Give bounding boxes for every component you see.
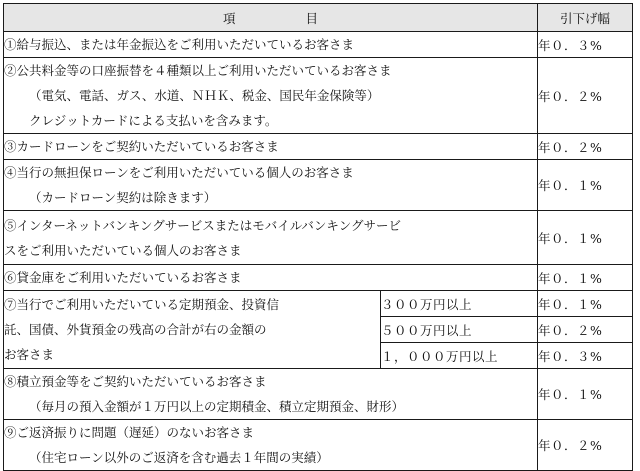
table-row	[4, 211, 633, 265]
threshold-cell: １，０００万円以上	[381, 343, 538, 369]
rate-cell: 年０．２%	[538, 58, 633, 134]
rate-reduction-table	[3, 3, 633, 471]
condition-line: ①給与振込、または年金振込をご利用いただいているお客さま	[4, 37, 355, 52]
condition-line: クレジットカードによる支払いを含みます。	[29, 113, 278, 128]
table-row	[4, 58, 633, 134]
table-row	[4, 265, 633, 291]
header-item-right: 目	[305, 10, 319, 26]
table-row	[4, 32, 633, 58]
condition-cell	[4, 134, 538, 160]
condition-cell	[4, 265, 538, 291]
condition-line: （カードローン契約は除きます）	[29, 190, 217, 205]
rate-cell: 年０．２%	[538, 134, 633, 160]
condition-line: ③カードローンをご契約いただいているお客さま	[4, 139, 279, 154]
condition-line: （住宅ローン以外のご返済を含む過去１年間の実績）	[29, 450, 329, 465]
condition-cell	[4, 160, 538, 211]
condition-line: ②公共料金等の口座振替を４種類以上ご利用いただいているお客さま	[4, 63, 392, 78]
condition-line: ⑧積立預金等をご契約いただいているお客さま	[4, 374, 267, 389]
header-item-left: 項	[222, 10, 236, 26]
condition-line: ⑥貸金庫をご利用いただいているお客さま	[4, 270, 242, 285]
threshold-cell: ３００万円以上	[381, 291, 538, 317]
table-row	[4, 134, 633, 160]
header-row	[4, 4, 633, 32]
header-item-cell	[4, 4, 538, 32]
rate-cell: 年０．１%	[538, 291, 633, 317]
condition-line: （電気、電話、ガス、水道、ＮＨＫ、税金、国民年金保険等）	[29, 88, 380, 103]
rate-cell: 年０．１%	[538, 369, 633, 420]
condition-line: （毎月の預入金額が１万円以上の定期積金、積立定期預金、財形）	[29, 399, 405, 414]
rate-reduction-table-container	[3, 3, 633, 471]
condition-line: お客さま	[4, 347, 55, 362]
condition-line: ④当行の無担保ローンをご利用いただいている個人のお客さま	[4, 165, 354, 180]
condition-cell	[4, 291, 381, 369]
rate-cell: 年０．１%	[538, 265, 633, 291]
rate-cell: 年０．１%	[538, 160, 633, 211]
condition-line: スをご利用いただいている個人のお客さま	[4, 242, 242, 258]
condition-cell	[4, 420, 538, 471]
condition-line: 託、国債、外貨預金の残高の合計が右の金額の	[4, 322, 267, 337]
condition-line: ⑦当行でご利用いただいている定期預金、投資信	[4, 297, 280, 312]
header-rate-cell: 引下げ幅	[538, 4, 633, 32]
table-row	[4, 420, 633, 471]
rate-cell: 年０．３%	[538, 32, 633, 58]
table-row	[4, 291, 633, 317]
condition-cell	[4, 369, 538, 420]
rate-cell: 年０．２%	[538, 317, 633, 343]
table-row	[4, 369, 633, 420]
condition-line: ⑤インターネットバンキングサービスまたはモバイルバンキングサービ	[4, 217, 402, 233]
table-row	[4, 160, 633, 211]
rate-cell: 年０．３%	[538, 343, 633, 369]
condition-line: ⑨ご返済振りに問題（遅延）のないお客さま	[4, 425, 255, 440]
threshold-cell: ５００万円以上	[381, 317, 538, 343]
rate-cell: 年０．２%	[538, 420, 633, 471]
condition-cell	[4, 58, 538, 134]
rate-cell: 年０．１%	[538, 211, 633, 265]
condition-cell	[4, 32, 538, 58]
condition-cell	[4, 211, 538, 265]
